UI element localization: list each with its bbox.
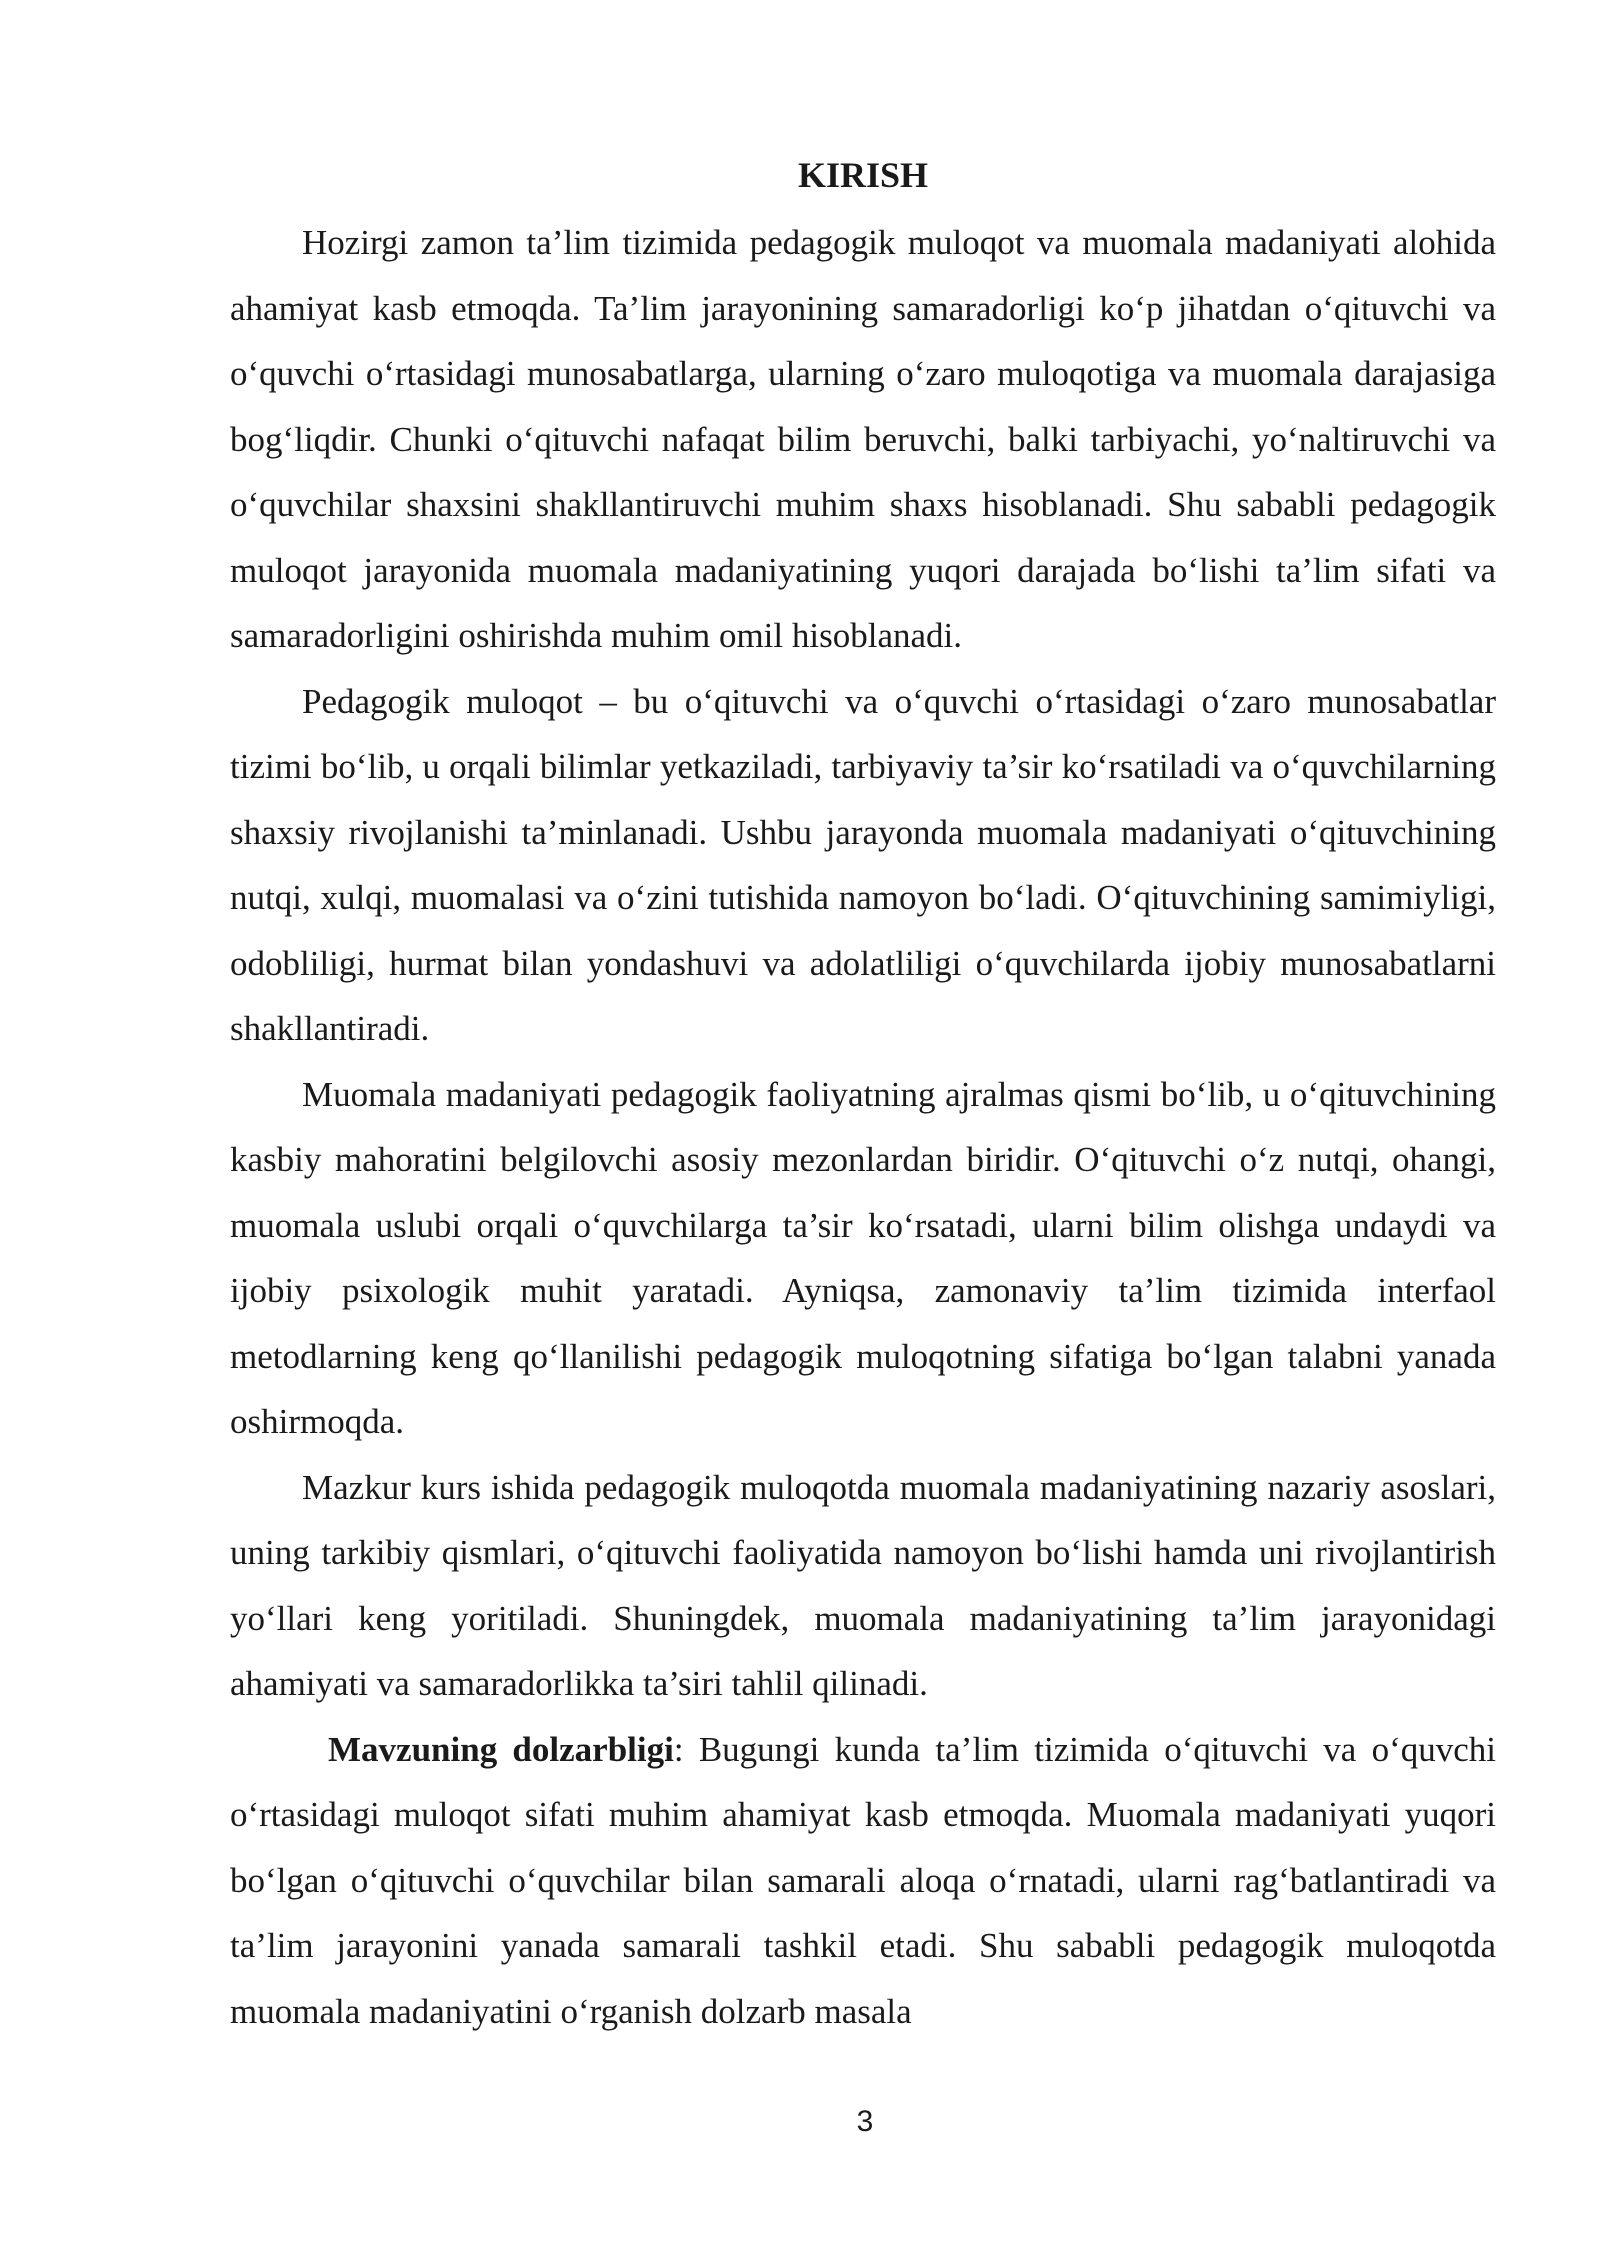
paragraph-course-work-scope: Mazkur kurs ishida pedagogik muloqotda muomala madaniyatining nazariy asoslari, uning tarkibiy qismlari, o‘qituvchi faoliyatida namoyon bo‘lishi hamda uni rivojlantirish yo‘llari keng yoritiladi. Shuningdek, muomala madaniyatining ta’lim jarayonidagi ahamiyati va samaradorlikka ta’siri tahlil qilinadi. bbox=[230, 1467, 1496, 1703]
paragraph-pedagogical-communication: Pedagogik muloqot – bu o‘qituvchi va o‘quvchi o‘rtasidagi o‘zaro munosabatlar tizimi bo‘lib, u orqali bilimlar yetkaziladi, tarbiyaviy ta’sir ko‘rsatiladi va o‘quvchilarning shaxsiy rivojlanishi ta’minlanadi. Ushbu jarayonda muomala madaniyati o‘qituvchining nutqi, xulqi, muomalasi va o‘zini tutishida namoyon bo‘ladi. O‘qituvchining samimiyligi, odobliligi, hurmat bilan yondashuvi va adolatliligi o‘quvchilarda ijobiy munosabatlarni shakllantiradi. bbox=[230, 681, 1496, 1048]
relevance-text: Bugungi kunda ta’lim tizimida o‘qituvchi va o‘quvchi o‘rtasidagi muloqot sifati muhim ahamiyat kasb etmoqda. Muomala madaniyati yuqori bo‘lgan o‘qituvchi o‘quvchilar bilan samarali aloqa o‘rnatadi, ularni rag‘batlantiradi va ta’lim jarayonini yanada samarali tashkil etadi. Shu sababli pedagogik muloqotda muomala madaniyatini o‘rganish dolzarb masala bbox=[230, 1729, 1496, 2031]
paragraph-communication-culture: Muomala madaniyati pedagogik faoliyatning ajralmas qismi bo‘lib, u o‘qituvchining kasbiy mahoratini belgilovchi asosiy mezonlardan biridir. O‘qituvchi o‘z nutqi, ohangi, muomala uslubi orqali o‘quvchilarga ta’sir ko‘rsatadi, ularni bilim olishga undaydi va ijobiy psixologik muhit yaratadi. Ayniqsa, zamonaviy ta’lim tizimida interfaol metodlarning keng qo‘llanilishi pedagogik muloqotning sifatiga bo‘lgan talabni yanada oshirmoqda. bbox=[230, 1074, 1496, 1441]
paragraph-topic-relevance bbox=[230, 1717, 1496, 2045]
section-title: KIRISH bbox=[797, 155, 929, 195]
page-number: 3 bbox=[856, 2105, 874, 2138]
paragraph-introduction: Hozirgi zamon ta’lim tizimida pedagogik muloqot va muomala madaniyati alohida ahamiyat kasb etmoqda. Ta’lim jarayonining samaradorligi ko‘p jihatdan o‘qituvchi va o‘quvchi o‘rtasidagi munosabatlarga, ularning o‘zaro muloqotiga va muomala darajasiga bog‘liqdir. Chunki o‘qituvchi nafaqat bilim beruvchi, balki tarbiyachi, yo‘naltiruvchi va o‘quvchilar shaxsini shakllantiruvchi muhim shaxs hisoblanadi. Shu sababli pedagogik muloqot jarayonida muomala madaniyatining yuqori darajada bo‘lishi ta’lim sifati va samaradorligini oshirishda muhim omil hisoblanadi. bbox=[230, 223, 1496, 655]
relevance-separator: : bbox=[673, 1729, 684, 1769]
document-page bbox=[230, 148, 1496, 2044]
relevance-label: Mavzuning dolzarbligi bbox=[328, 1729, 674, 1769]
